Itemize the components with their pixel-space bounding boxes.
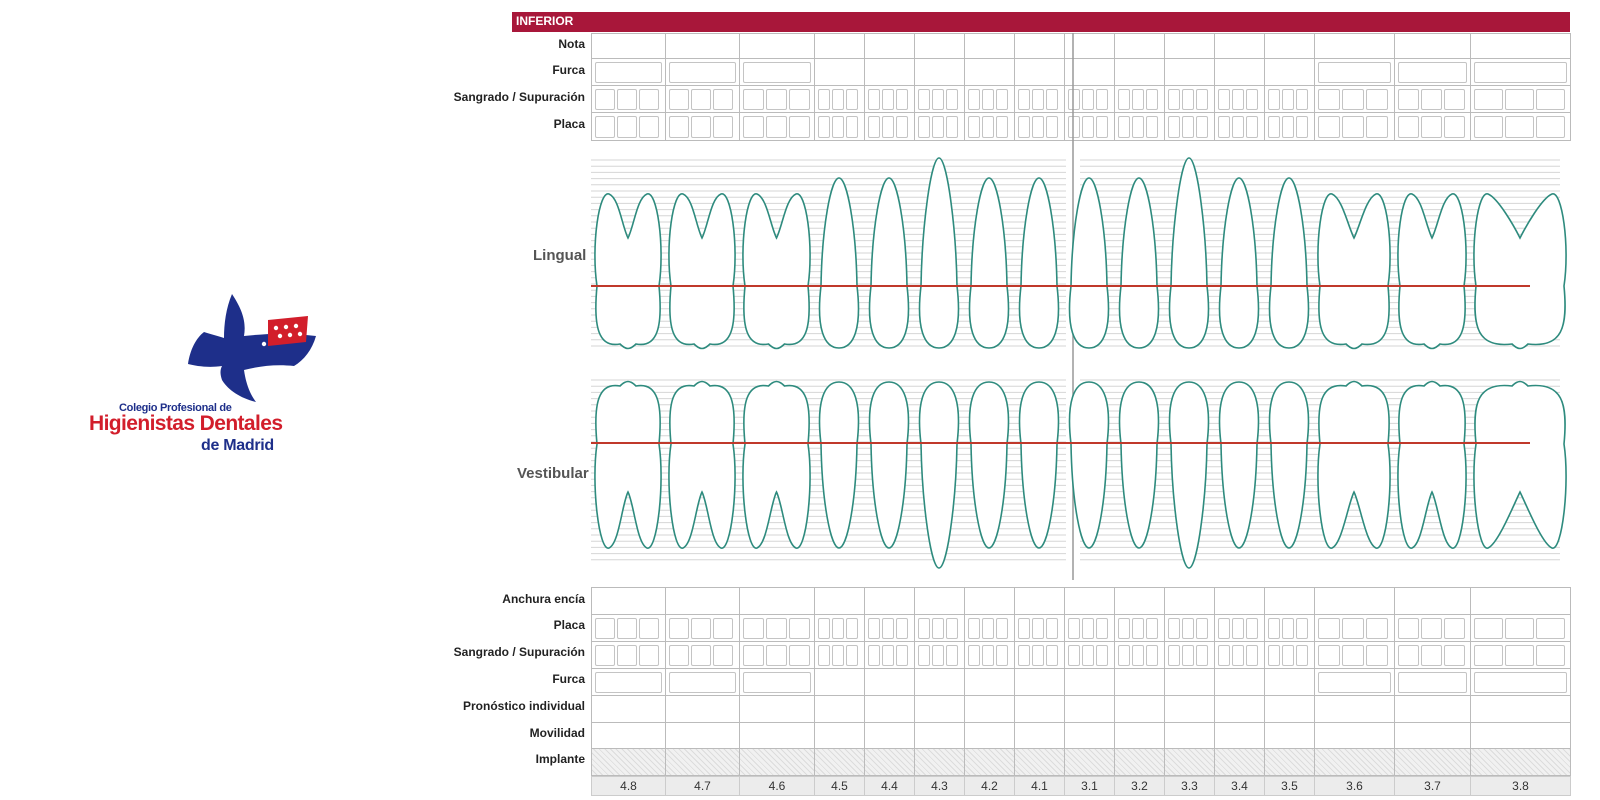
tooth-vestibular-3.7 [1398, 382, 1466, 549]
tooth-number-3.1: 3.1 [1064, 776, 1115, 796]
tooth-number-4.5: 4.5 [814, 776, 865, 796]
row-label-anchura: Anchura encía [502, 592, 585, 606]
tooth-outlines [595, 158, 1566, 568]
row-label-sangrado-bottom: Sangrado / Supuración [453, 645, 585, 659]
row-label-furca-bottom: Furca [552, 672, 585, 686]
tooth-number-4.7: 4.7 [665, 776, 740, 796]
tooth-lingual-4.7 [669, 194, 735, 349]
tooth-number-3.4: 3.4 [1214, 776, 1265, 796]
tooth-number-4.8: 4.8 [591, 776, 666, 796]
tooth-vestibular-3.3 [1170, 382, 1209, 568]
tooth-number-4.4: 4.4 [864, 776, 915, 796]
row-label-placa-top: Placa [553, 117, 585, 131]
tooth-vestibular-3.6 [1318, 382, 1390, 549]
tooth-lingual-3.8 [1474, 194, 1566, 349]
row-label-sangrado-top: Sangrado / Supuración [453, 90, 585, 104]
section-header-title: INFERIOR [516, 14, 574, 28]
tooth-number-3.5: 3.5 [1264, 776, 1315, 796]
tooth-number-3.6: 3.6 [1314, 776, 1395, 796]
tooth-vestibular-4.7 [669, 382, 735, 549]
row-label-movilidad: Movilidad [529, 726, 585, 740]
row-label-furca-top: Furca [552, 63, 585, 77]
tooth-number-4.3: 4.3 [914, 776, 965, 796]
lingual-label: Lingual [533, 247, 587, 264]
tooth-vestibular-4.8 [595, 382, 661, 549]
tooth-number-4.1: 4.1 [1014, 776, 1065, 796]
vestibular-label: Vestibular [517, 465, 589, 482]
logo-line-1: Colegio Profesional de [119, 402, 232, 414]
row-label-nota: Nota [558, 37, 585, 51]
logo-line-2: Higienistas Dentales [89, 412, 283, 435]
row-label-implante: Implante [535, 752, 585, 766]
logo-line-3: de Madrid [201, 437, 274, 454]
tooth-number-4.6: 4.6 [739, 776, 815, 796]
tooth-vestibular-4.6 [743, 382, 810, 549]
tooth-lingual-3.3 [1170, 158, 1209, 348]
tooth-number-3.7: 3.7 [1394, 776, 1471, 796]
row-label-pronostico: Pronóstico individual [462, 699, 585, 713]
tooth-vestibular-3.8 [1474, 382, 1566, 549]
tooth-number-3.8: 3.8 [1470, 776, 1571, 796]
tooth-number-4.2: 4.2 [964, 776, 1015, 796]
tooth-number-3.2: 3.2 [1114, 776, 1165, 796]
row-label-placa-bottom: Placa [553, 618, 585, 632]
tooth-lingual-3.7 [1398, 194, 1466, 349]
tooth-lingual-4.8 [595, 194, 661, 349]
tooth-number-row [591, 776, 1570, 796]
tooth-lingual-4.6 [743, 194, 810, 349]
tooth-vestibular-4.3 [920, 382, 959, 568]
tooth-lingual-4.3 [920, 158, 959, 348]
tooth-lingual-3.6 [1318, 194, 1390, 349]
tooth-number-3.3: 3.3 [1164, 776, 1215, 796]
